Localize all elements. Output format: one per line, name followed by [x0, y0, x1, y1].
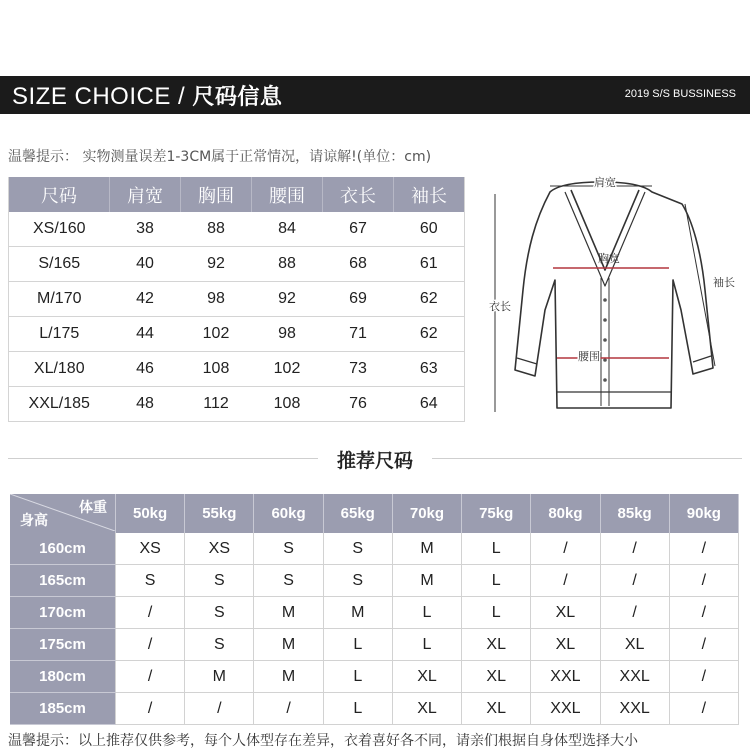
rec-header-row — [10, 494, 739, 533]
recommended-size-cell: M — [185, 661, 254, 693]
section-divider — [8, 458, 318, 459]
size-cell: 98 — [252, 317, 323, 352]
recommended-size-cell: L — [323, 693, 392, 725]
recommended-size-cell: S — [323, 533, 392, 565]
recommended-size-cell: M — [323, 597, 392, 629]
size-table-header-row — [9, 177, 465, 212]
section-divider — [432, 458, 742, 459]
recommended-size-cell: / — [669, 693, 738, 725]
size-cell: M/170 — [9, 282, 110, 317]
size-cell: XXL/185 — [9, 387, 110, 422]
diagram-length-label: 衣长 — [489, 300, 511, 313]
title-cn: 尺码信息 — [192, 85, 283, 110]
recommended-size-cell: / — [531, 565, 600, 597]
size-cell: 92 — [181, 247, 252, 282]
recommended-size-cell: XL — [392, 661, 461, 693]
weight-header: 90kg — [669, 494, 738, 533]
height-row-header: 160cm — [10, 533, 116, 565]
size-header-cell: 衣长 — [323, 177, 394, 212]
table-row — [10, 661, 739, 693]
recommended-size-cell: / — [669, 533, 738, 565]
recommended-size-cell: / — [600, 565, 669, 597]
recommended-size-cell: / — [116, 597, 185, 629]
weight-header: 70kg — [392, 494, 461, 533]
height-row-header: 185cm — [10, 693, 116, 725]
size-cell: XS/160 — [9, 212, 110, 247]
size-cell: 62 — [394, 282, 465, 317]
size-cell: 48 — [110, 387, 181, 422]
recommended-size-cell: / — [669, 597, 738, 629]
height-row-header: 175cm — [10, 629, 116, 661]
recommended-size-cell: S — [323, 565, 392, 597]
size-table — [8, 177, 465, 422]
size-cell: 108 — [252, 387, 323, 422]
size-cell: 67 — [323, 212, 394, 247]
recommended-size-cell: XL — [462, 629, 531, 661]
size-cell: 112 — [181, 387, 252, 422]
season-label: 2019 S/S BUSSINESS — [624, 88, 736, 100]
recommendation-table — [10, 494, 739, 725]
size-cell: 84 — [252, 212, 323, 247]
height-row-header: 165cm — [10, 565, 116, 597]
recommended-size-cell: XL — [462, 661, 531, 693]
size-cell: 63 — [394, 352, 465, 387]
height-row-header: 180cm — [10, 661, 116, 693]
weight-header: 80kg — [531, 494, 600, 533]
recommended-size-cell: L — [323, 629, 392, 661]
size-cell: 40 — [110, 247, 181, 282]
recommended-size-cell: / — [600, 597, 669, 629]
weight-header: 55kg — [185, 494, 254, 533]
size-cell: L/175 — [9, 317, 110, 352]
recommended-size-cell: M — [254, 597, 323, 629]
table-row — [10, 629, 739, 661]
recommended-size-cell: XXL — [531, 693, 600, 725]
recommended-size-cell: S — [185, 565, 254, 597]
measurement-tip: 温馨提示： 实物测量误差1-3CM属于正常情况，请谅解!(单位：cm) — [8, 149, 432, 165]
section-title: 推荐尺码 — [336, 450, 413, 472]
size-header-cell: 胸围 — [181, 177, 252, 212]
table-row — [10, 565, 739, 597]
recommended-size-cell: M — [392, 533, 461, 565]
size-cell: 102 — [252, 352, 323, 387]
recommended-size-cell: / — [116, 629, 185, 661]
diagram-shoulder-label: 肩宽 — [594, 176, 616, 189]
size-cell: S/165 — [9, 247, 110, 282]
recommended-size-cell: / — [185, 693, 254, 725]
recommended-size-cell: / — [531, 533, 600, 565]
height-row-header: 170cm — [10, 597, 116, 629]
recommended-size-cell: XS — [185, 533, 254, 565]
table-row — [9, 317, 465, 352]
size-cell: 108 — [181, 352, 252, 387]
size-cell: 88 — [252, 247, 323, 282]
size-cell: 73 — [323, 352, 394, 387]
size-cell: XL/180 — [9, 352, 110, 387]
size-cell: 98 — [181, 282, 252, 317]
diagram-sleeve-label: 袖长 — [713, 276, 735, 289]
weight-header: 50kg — [116, 494, 185, 533]
recommended-size-cell: XXL — [600, 693, 669, 725]
size-cell: 102 — [181, 317, 252, 352]
recommended-size-cell: L — [462, 597, 531, 629]
weight-header: 85kg — [600, 494, 669, 533]
size-header-cell: 尺码 — [9, 177, 110, 212]
table-row — [9, 352, 465, 387]
size-header-cell: 腰围 — [252, 177, 323, 212]
size-cell: 38 — [110, 212, 181, 247]
size-cell: 62 — [394, 317, 465, 352]
page-title — [12, 80, 282, 111]
table-row — [10, 533, 739, 565]
recommended-size-cell: / — [116, 693, 185, 725]
size-cell: 44 — [110, 317, 181, 352]
recommended-size-cell: M — [392, 565, 461, 597]
recommended-size-cell: S — [116, 565, 185, 597]
size-header-cell: 肩宽 — [110, 177, 181, 212]
recommended-size-cell: XS — [116, 533, 185, 565]
recommended-size-cell: / — [254, 693, 323, 725]
table-row — [10, 597, 739, 629]
recommended-size-cell: / — [669, 629, 738, 661]
recommended-size-cell: / — [669, 661, 738, 693]
header-banner — [0, 76, 750, 114]
recommended-size-cell: / — [669, 565, 738, 597]
recommended-size-cell: / — [116, 661, 185, 693]
recommended-size-cell: S — [185, 597, 254, 629]
recommended-size-cell: L — [392, 629, 461, 661]
size-cell: 68 — [323, 247, 394, 282]
size-cell: 61 — [394, 247, 465, 282]
recommended-size-cell: S — [254, 565, 323, 597]
height-axis-label: 身高 — [20, 512, 48, 528]
recommended-size-cell: S — [185, 629, 254, 661]
size-cell: 92 — [252, 282, 323, 317]
recommended-size-cell: L — [392, 597, 461, 629]
recommended-size-cell: S — [254, 533, 323, 565]
size-header-cell: 袖长 — [394, 177, 465, 212]
size-cell: 64 — [394, 387, 465, 422]
table-row — [9, 212, 465, 247]
recommended-size-cell: XL — [600, 629, 669, 661]
recommended-size-cell: / — [600, 533, 669, 565]
table-row — [9, 282, 465, 317]
table-row — [10, 693, 739, 725]
table-row — [9, 247, 465, 282]
size-cell: 69 — [323, 282, 394, 317]
size-cell: 42 — [110, 282, 181, 317]
title-en: SIZE CHOICE / — [12, 83, 193, 110]
recommended-size-cell: XL — [392, 693, 461, 725]
recommendation-tip: 温馨提示：以上推荐仅供参考，每个人体型存在差异，衣着喜好各不同，请亲们根据自身体型选择大小 — [8, 733, 638, 749]
recommended-size-cell: XL — [531, 597, 600, 629]
corner-cell — [10, 494, 116, 533]
size-cell: 88 — [181, 212, 252, 247]
table-row — [9, 387, 465, 422]
recommended-size-cell: L — [462, 533, 531, 565]
weight-header: 75kg — [462, 494, 531, 533]
recommended-size-cell: L — [462, 565, 531, 597]
size-cell: 60 — [394, 212, 465, 247]
weight-axis-label: 体重 — [79, 499, 107, 515]
recommended-size-cell: XXL — [600, 661, 669, 693]
recommended-size-cell: M — [254, 629, 323, 661]
recommended-size-cell: M — [254, 661, 323, 693]
recommended-size-cell: XXL — [531, 661, 600, 693]
weight-header: 65kg — [323, 494, 392, 533]
recommended-size-cell: L — [323, 661, 392, 693]
recommended-size-cell: XL — [462, 693, 531, 725]
size-cell: 71 — [323, 317, 394, 352]
recommended-size-cell: XL — [531, 629, 600, 661]
size-cell: 76 — [323, 387, 394, 422]
diagram-chest-label: 胸宽 — [598, 252, 620, 265]
diagram-waist-label: 腰围 — [578, 350, 600, 363]
size-cell: 46 — [110, 352, 181, 387]
weight-header: 60kg — [254, 494, 323, 533]
garment-diagram — [487, 170, 749, 422]
